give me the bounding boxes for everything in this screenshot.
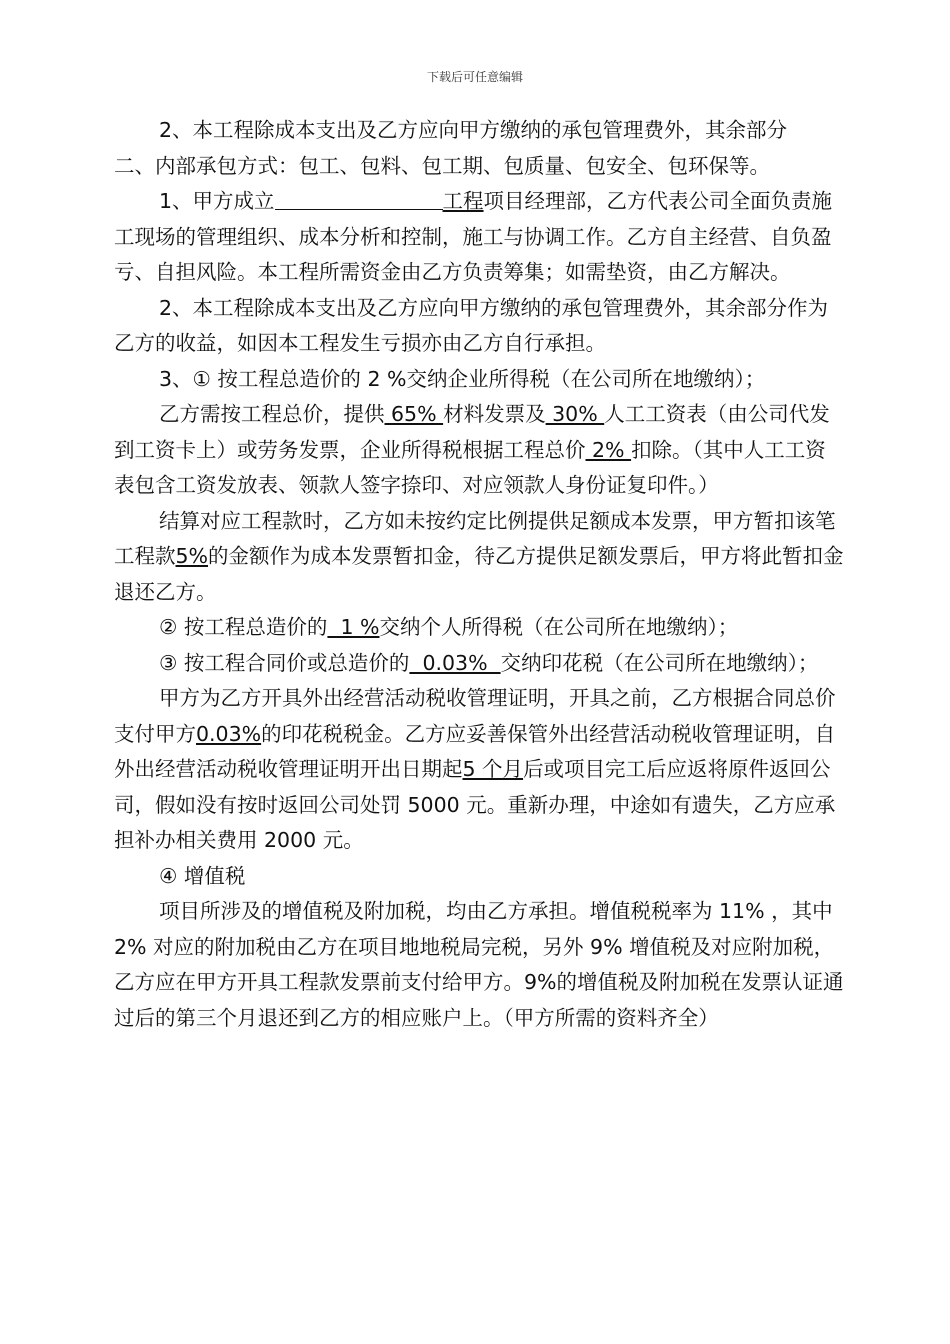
text-run: 扣除。（其中人工工资表包含工资发放表、领款人签字捺印、对应领款人身份证复印件。） [114, 437, 826, 497]
underlined-value: 5 个月 [462, 757, 524, 781]
text-run: 后或项目完工后应返将原件返回公司，假如没有按时返回公司处罚 5000 元。重新办理，中途如有遗失，乙方应承担补办相关费用 2000 元。 [114, 757, 836, 852]
text-run: 人工工资表（由公司代发到工资卡上）或劳务发票，企业所得税根据工程总价 [114, 402, 830, 462]
paragraph-clause-1 [114, 184, 844, 291]
text-run: 乙方需按工程总价，提供 [159, 402, 385, 426]
text-run: 材料发票及 [443, 402, 546, 426]
paragraph-clause-3-2 [114, 610, 844, 646]
text-run: ② 按工程总造价的 [159, 615, 328, 639]
text-run: 交纳印花税（在公司所在地缴纳）； [500, 650, 819, 675]
paragraph-contract-method: 二、内部承包方式：包工、包料、包工期、包质量、包安全、包环保等。 [114, 153, 770, 178]
underlined-value: 0.03% [409, 650, 501, 675]
document-body [114, 113, 844, 1036]
paragraph-clause-3-1: 3、① 按工程总造价的 2 %交纳企业所得税（在公司所在地缴纳）； [159, 366, 766, 391]
underlined-value: 2% [585, 437, 632, 462]
paragraph-clause-3-4-heading: ④ 增值税 [159, 863, 246, 888]
underlined-text: 工程 [442, 189, 484, 213]
underlined-value: 65% [384, 402, 444, 426]
text-run: 1、甲方成立 [159, 189, 275, 213]
text-run: 结算对应工程款时，乙方如未按约定比例提供足额成本发票，甲方暂扣该笔工程款 [114, 508, 836, 568]
text-run: 交纳个人所得税（在公司所在地缴纳）； [379, 615, 739, 639]
paragraph-clause-2-partial: 2、本工程除成本支出及乙方应向甲方缴纳的承包管理费外，其余部分 [159, 118, 788, 142]
paragraph-invoice-requirement [114, 397, 844, 504]
text-run: 甲方为乙方开具外出经营活动税收管理证明，开具之前，乙方根据合同总价支付甲方 [114, 686, 836, 746]
text-run: ③ 按工程合同价或总造价的 [159, 650, 410, 675]
underlined-value: 1 % [327, 615, 380, 639]
blank-line [275, 189, 443, 211]
paragraph-settlement [114, 504, 844, 611]
underlined-value: 5% [175, 544, 209, 568]
paragraph-tax-certificate [114, 681, 844, 859]
text-run: 项目经理部，乙方代表公司全面负责施工现场的管理组织、成本分析和控制，施工与协调工作。乙方自主经营、自负盈亏、自担风险。本工程所需资金由乙方负责筹集；如需垫资，由乙方解决。 [114, 189, 833, 284]
text-run: 的金额作为成本发票暂扣金，待乙方提供足额发票后，甲方将此暂扣金退还乙方。 [114, 544, 844, 604]
page-header: 下载后可任意编辑 [426, 70, 523, 84]
paragraph-clause-3-3 [114, 646, 844, 682]
underlined-value: 30% [545, 402, 605, 426]
paragraph-clause-2: 2、本工程除成本支出及乙方应向甲方缴纳的承包管理费外，其余部分作为乙方的收益，如因本工程发生亏损亦由乙方自行承担。 [114, 295, 829, 355]
text-run: 的印花税税金。乙方应妥善保管外出经营活动税收管理证明，自外出经营活动税收管理证明开出日期起 [114, 721, 836, 781]
underlined-value: 0.03% [196, 721, 262, 746]
paragraph-vat: 项目所涉及的增值税及附加税，均由乙方承担。增值税税率为 11% ，其中 2% 对应的附加税由乙方在项目地地税局完税，另外 9% 增值税及对应附加税，乙方应在甲方开具工程款发票前支付给甲方。9%的增值税及附加税在发票认证通过后的第三个月退还到乙方的相应账户上。（甲方所需的资料齐全） [114, 899, 844, 1030]
